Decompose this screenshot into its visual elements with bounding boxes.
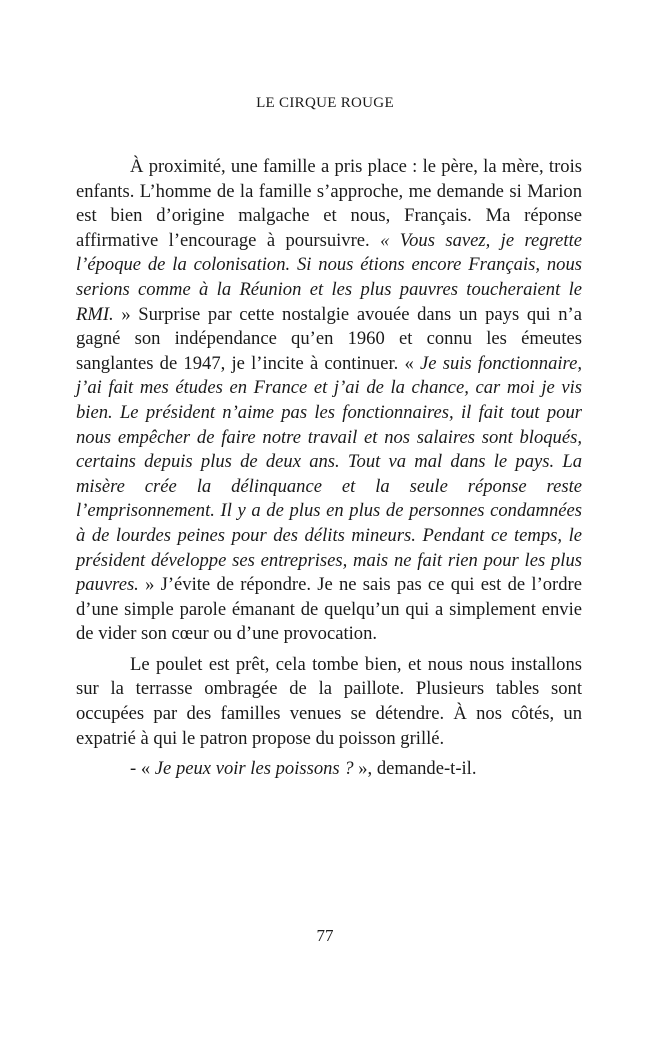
text-segment: - « <box>130 758 155 780</box>
text-segment: » Surprise par cette nostalgie avouée dans un pays qui n’a gagné son indépendance qu’en 1960 et connu les émeutes sanglantes de 1947, je l’incite à continuer. « <box>76 303 582 374</box>
italic-quote-segment: Je suis fonctionnaire, j’ai fait mes études en France et j’ai de la chance, car moi je vis bien. Le président n’aime pas les fonctionnaires, il fait tout pour nous empêcher de faire notre travail et nos salaires sont bloqués, certains depuis plus de deux ans. Tout va mal dans le pays. La misère crée la délinquance et la seule réponse reste l’emprisonnement. Il y a de plus en plus de personnes condamnées à de lourdes peines pour des délits mineurs. Pendant ce temps, le président développe ses entreprises, mais ne fait rien pour les plus pauvres. <box>76 352 582 596</box>
page-number: 77 <box>316 926 334 945</box>
paragraph-dialogue <box>76 757 582 782</box>
paragraph <box>76 155 582 647</box>
paragraph <box>76 653 582 751</box>
italic-quote-segment: « Vous savez, je regrette l’époque de la colonisation. Si nous étions encore Français, nous serions comme à la Réunion et les plus pauvres toucheraient le RMI. <box>76 229 582 325</box>
running-head-title: LE CIRQUE ROUGE <box>256 95 394 111</box>
text-segment: À proximité, une famille a pris place : le père, la mère, trois enfants. L’homme de la famille s’approche, me demande si Marion est bien d’origine malgache et nous, Français. Ma réponse affirmative l’encourage à poursuivre. <box>76 156 582 251</box>
body-text <box>76 155 582 782</box>
italic-quote-segment: Je peux voir les poissons ? <box>154 758 354 780</box>
text-segment: », demande-t-il. <box>353 758 477 780</box>
text-segment: » J’évite de répondre. Je ne sais pas ce qui est de l’ordre d’une simple parole émanant de quelqu’un qui a simplement envie de vider son cœur ou d’une provocation. <box>76 574 582 645</box>
text-segment: Le poulet est prêt, cela tombe bien, et nous nous installons sur la terrasse ombragée de la paillote. Plusieurs tables sont occupées par des familles venues se détendre. À nos côtés, un expatrié à qui le patron propose du poisson grillé. <box>76 653 582 749</box>
